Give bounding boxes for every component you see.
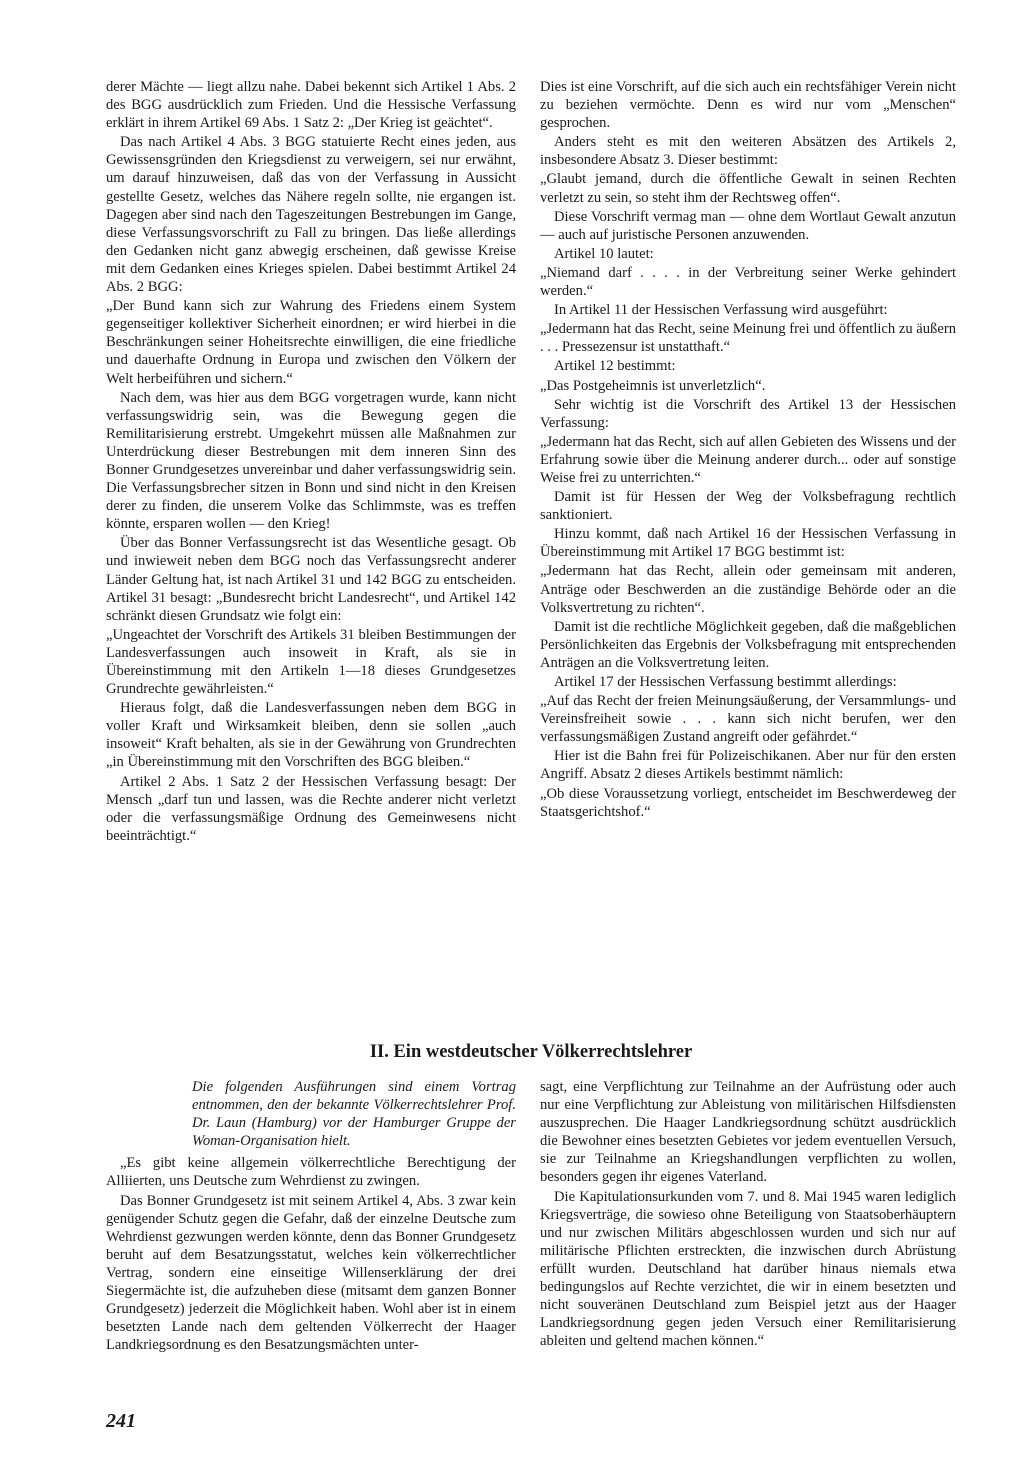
paragraph: In Artikel 11 der Hessischen Verfassung wird ausgeführt: [554, 302, 888, 319]
paragraph: Die Kapitulationsurkunden vom 7. und 8. Mai 1945 waren lediglich Kriegsverträge, die sowieso ohne Beteiligung von Staatsoberhäuptern und nur zwischen Militärs abgeschlossen wurden und sich nur auf militärische Pflichten erstreckten, die inzwischen durch Abrüstung erfüllt wurden. Deutschland hat darüber hinaus niemals etwa bedingungslos auf Rechte verzichtet, die wir in einem besetzten und nicht souveränen Deutschland zum Beispiel jetzt aus der Haager Landkriegsordnung gegen jeden Versuch einer Remilitarisierung ableiten und geltend machen können.“ [540, 1188, 956, 1350]
paragraph: Dies ist eine Vorschrift, auf die sich auch ein rechtsfähiger Verein nicht zu beziehen vermöchte. Denn es wird nur vom „Menschen“ gesprochen. [540, 79, 956, 132]
quotation: „Ob diese Voraussetzung vorliegt, entscheidet im Beschwerdeweg der Staatsgerichtshof.“ [540, 785, 956, 820]
paragraph: Diese Vorschrift vermag man — ohne dem Wortlaut Gewalt anzutun — auch auf juristische Personen anzuwenden. [540, 208, 956, 243]
paragraph: derer Mächte — liegt allzu nahe. Dabei bekennt sich Artikel 1 Abs. 2 des BGG ausdrücklich zum Frieden. Und die Hessische Verfassung erklärt in ihrem Artikel 69 Abs. 1 Satz 2: „Der Krieg ist geächtet“. [106, 79, 516, 132]
quotation: „Jedermann hat das Recht, allein oder gemeinsam mit anderen, Anträge oder Beschwerden an die zuständige Behörde oder an die Volksvertretung zu richten“. [540, 563, 956, 616]
paragraph: Das nach Artikel 4 Abs. 3 BGG statuierte Recht eines jeden, aus Gewissensgründen den Kriegsdienst zu verweigern, sei nur erwähnt, um darauf hinzuweisen, daß das von der Verfassung in Aussicht gestellte Gesetz, welches das Nähere regeln sollte, nie ergangen ist. Dagegen aber sind nach den Tageszeitungen Bestrebungen im Gange, diese Verfassungsvorschrift zu Fall zu bringen. Das ließe allerdings den Gedanken nicht ganz abwegig erscheinen, daß gewisse Kreise mit dem Gedanken eines Krieges spielen. Dabei bestimmt Artikel 24 Abs. 2 BGG: [106, 134, 516, 296]
paragraph: Artikel 12 bestimmt: [554, 358, 676, 375]
paragraph: Über das Bonner Verfassungsrecht ist das Wesentliche gesagt. Ob und inwieweit neben dem BGG noch das Verfassungsrecht anderer Länder Geltung hat, ist nach Artikel 31 und 142 BGG zu entscheiden. Artikel 31 besagt: „Bundesrecht bricht Landesrecht“, und Artikel 142 schränkt diesen Grundsatz wie folgt ein: [106, 535, 516, 624]
quotation: „Glaubt jemand, durch die öffentliche Gewalt in seinen Rechten verletzt zu sein, so steht ihm der Rechtsweg offen“. [540, 171, 956, 206]
page-number: 241 [106, 1410, 136, 1432]
paragraph: Sehr wichtig ist die Vorschrift des Artikel 13 der Hessischen Verfassung: [540, 396, 956, 431]
paragraph: Artikel 10 lautet: [554, 245, 654, 262]
introductory-note: Die folgenden Ausführungen sind einem Vortrag entnommen, den der bekannte Völkerrechtslehrer Prof. Dr. Laun (Hamburg) vor der Hamburger Gruppe der Woman-Organisation hielt. [192, 1079, 516, 1150]
quotation: „Jedermann hat das Recht, sich auf allen Gebieten des Wissens und der Erfahrung sowie über die Meinung anderer durch... oder auf sonstige Weise frei zu unterrichten.“ [540, 433, 956, 486]
quotation: „Ungeachtet der Vorschrift des Artikels 31 bleiben Bestimmungen der Landesverfassungen auch insoweit in Kraft, als sie in Übereinstimmung mit den Artikeln 1—18 dieses Grundgesetzes Grundrechte gewährleisten.“ [106, 626, 516, 698]
paragraph: „Es gibt keine allgemein völkerrechtliche Berechtigung der Alliierten, uns Deutsche zum Wehrdienst zu zwingen. [106, 1155, 516, 1190]
paragraph: Artikel 17 der Hessischen Verfassung bestimmt allerdings: [554, 674, 897, 690]
paragraph: Hinzu kommt, daß nach Artikel 16 der Hessischen Verfassung in Übereinstimmung mit Artikel 17 BGG bestimmt ist: [540, 526, 956, 561]
paragraph: Damit ist für Hessen der Weg der Volksbefragung rechtlich sanktioniert. [540, 489, 956, 524]
section-heading: II. Ein westdeutscher Völkerrechtslehrer [369, 1042, 693, 1062]
column-right-bottom [540, 1078, 956, 1350]
column-left-top [106, 78, 516, 845]
paragraph: Artikel 2 Abs. 1 Satz 2 der Hessischen Verfassung besagt: Der Mensch „darf tun und lassen, was die Rechte anderer nicht verletzt oder die verfassungsmäßige Ordnung des Gemeinwesens nicht beeinträchtigt.“ [106, 773, 516, 844]
quotation: „Der Bund kann sich zur Wahrung des Friedens einem System gegenseitiger kollektiver Sicherheit einordnen; er wird hierbei in die Beschränkungen seiner Hoheitsrechte einwilligen, die eine friedliche und dauerhafte Ordnung in Europa und zwischen den Völkern der Welt herbeiführen und sichern.“ [106, 298, 516, 387]
quotation: „Auf das Recht der freien Meinungsäußerung, der Versammlungs- und Vereinsfreiheit sowie . . . kann sich nicht berufen, wer den verfassungsmäßigen Zustand angreift oder gefährdet.“ [540, 693, 956, 746]
quotation: „Jedermann hat das Recht, seine Meinung frei und öffentlich zu äußern . . . Pressezensur ist unstatthaft.“ [540, 321, 956, 356]
paragraph: Das Bonner Grundgesetz ist mit seinem Artikel 4, Abs. 3 zwar kein genügender Schutz gegen die Gefahr, daß der einzelne Deutsche zum Wehrdienst gezwungen werden könnte, denn das Bonner Grundgesetz beruht auf dem Besatzungsstatut, welches kein völkerrechtlicher Vertrag, sondern eine einseitige Willenserklärung der drei Siegermächte ist, die aufzuheben diese (mitsamt dem ganzen Bonner Grundgesetz) jederzeit die Möglichkeit haben. Wohl aber ist in einem besetzten Lande nach dem geltenden Völkerrecht der Haager Landkriegsordnung es den Besatzungsmächten unter- [106, 1192, 516, 1354]
column-left-bottom [106, 1078, 516, 1354]
quotation: „Niemand darf . . . . in der Verbreitung seiner Werke gehindert werden.“ [540, 264, 956, 300]
column-right-top [540, 78, 956, 821]
paragraph: Damit ist die rechtliche Möglichkeit gegeben, daß die maßgeblichen Persönlichkeiten das Ergebnis der Volksbefragung mit entsprechenden Anträgen an die Volksvertretung leiten. [540, 618, 956, 671]
paragraph: Anders steht es mit den weiteren Absätzen des Artikels 2, insbesondere Absatz 3. Dieser bestimmt: [540, 134, 956, 169]
paragraph: Hier ist die Bahn frei für Polizeischikanen. Aber nur für den ersten Angriff. Absatz 2 dieses Artikels bestimmt nämlich: [540, 748, 956, 783]
paragraph: sagt, eine Verpflichtung zur Teilnahme an der Aufrüstung oder auch nur eine Verpflichtung zur Ableistung von militärischen Hilfsdiensten auszusprechen. Die Haager Landkriegsordnung schützt ausdrücklich die Bewohner eines besetzten Gebietes vor jedem eventuellen Versuch, sie zur Teilnahme an Kriegshandlungen verpflichten zu wollen, besonders gegen ihr eigenes Vaterland. [540, 1079, 956, 1186]
paragraph: Nach dem, was hier aus dem BGG vorgetragen wurde, kann nicht verfassungswidrig sein, was die Bewegung gegen die Remilitarisierung erstrebt. Umgekehrt müssen alle Maßnahmen zur Unterdrückung dieser Bestrebungen mit dem inneren Sinn des Bonner Grundgesetzes unvereinbar und daher verfassungswidrig sein. Die Verfassungsbrecher sitzen in Bonn und sind nicht in den Kreisen derer zu finden, die unserem Volke das Schlimmste, was es treffen könnte, ersparen wollen — den Krieg! [106, 389, 516, 533]
paragraph: Hieraus folgt, daß die Landesverfassungen neben dem BGG in voller Kraft und Wirksamkeit bleiben, denn sie sollen „auch insoweit“ Kraft behalten, als sie in der Gewährung von Grundrechten „in Übereinstimmung mit den Vorschriften des BGG bleiben.“ [106, 700, 516, 771]
quotation: „Das Postgeheimnis ist unverletzlich“. [540, 377, 766, 394]
